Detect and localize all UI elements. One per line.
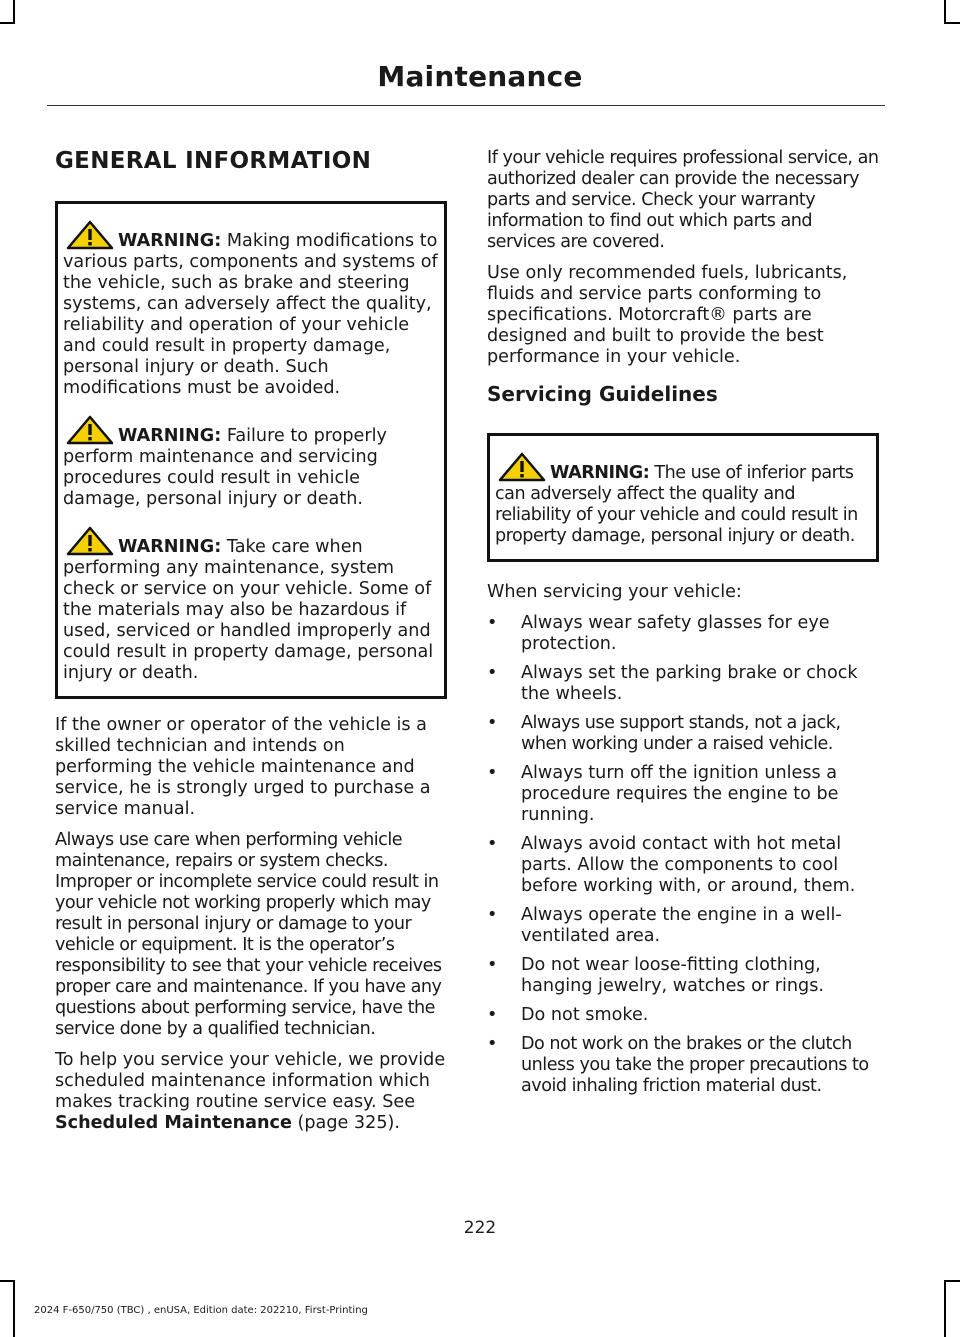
warning-text: Take care when performing any maintenance, system check or service on your vehicle. Some of the materials may also be hazardous if used, serviced or handled improperly and could result in property damage, personal injury or death. [63, 537, 434, 683]
warning-item [495, 452, 871, 547]
intro-text: When servicing your vehicle: [487, 582, 742, 602]
list-item: • Do not wear loose-fitting clothing, hanging jewelry, watches or rings. [487, 955, 824, 996]
warning-item [63, 526, 439, 684]
bullet-icon: • [487, 663, 498, 683]
warning-triangle-icon [66, 415, 114, 445]
cross-reference-link[interactable]: Scheduled Maintenance [55, 1113, 292, 1133]
page-reference: (page 325). [291, 1113, 400, 1133]
warning-label: WARNING: [118, 426, 222, 446]
paragraph-text: To help you service your vehicle, we provide scheduled maintenance information which makes tracking routine service easy. See [55, 1050, 446, 1112]
bullet-icon: • [487, 1005, 498, 1025]
subsection-heading: Servicing Guidelines [487, 382, 718, 406]
warning-label: WARNING: [550, 463, 650, 483]
crop-mark [0, 1280, 15, 1282]
warning-item [63, 415, 439, 510]
crop-mark [944, 22, 960, 24]
header-divider [47, 105, 885, 106]
crop-mark [944, 1280, 946, 1337]
list-item: • Always set the parking brake or chock the wheels. [487, 663, 858, 704]
crop-mark [0, 22, 15, 24]
section-heading: GENERAL INFORMATION [55, 148, 372, 174]
body-paragraph: Use only recommended fuels, lubricants, fluids and service parts conforming to specifications. Motorcraft® parts are designed and built to provide the best performance in your vehicle. [487, 263, 848, 367]
bullet-icon: • [487, 834, 498, 854]
body-paragraph: If the owner or operator of the vehicle is a skilled technician and intends on performing the vehicle maintenance and service, he is strongly urged to purchase a service manual. [55, 715, 431, 819]
bullet-icon: • [487, 713, 497, 733]
list-item: • Always avoid contact with hot metal parts. Allow the components to cool before working with, or around, them. [487, 834, 856, 896]
warning-item [63, 220, 439, 399]
list-item: • Always turn off the ignition unless a procedure requires the engine to be running. [487, 763, 839, 825]
body-paragraph [55, 1050, 447, 1134]
warning-triangle-icon [66, 526, 114, 556]
page-title: Maintenance [377, 60, 583, 93]
left-column [55, 148, 447, 1144]
warning-text: Failure to properly perform maintenance and servicing procedures could result in vehicle damage, personal injury or death. [63, 426, 387, 509]
warning-text: Making modifications to various parts, components and systems of the vehicle, such as brake and steering systems, can adversely affect the quality, reliability and operation of your vehicle and could result in property damage, personal injury or death. Such modifications must be avoided. [63, 231, 438, 398]
bullet-icon: • [487, 955, 498, 975]
bullet-icon: • [487, 905, 498, 925]
body-paragraph: Always use care when performing vehicle maintenance, repairs or system checks. Improper or incomplete service could result in your vehicle not working properly which may result in personal injury or damage to your vehicle or equipment. It is the operator’s responsibility to see that your vehicle receives proper care and maintenance. If you have any questions about performing service, have the service done by a qualified technician. [55, 830, 442, 1039]
crop-mark [13, 0, 15, 24]
bullet-icon: • [487, 1034, 497, 1054]
warning-box [487, 433, 879, 562]
warning-text: The use of inferior parts can adversely affect the quality and reliability of your vehicle and could result in property damage, personal injury or death. [495, 463, 858, 546]
crop-mark [13, 1280, 15, 1337]
bullet-icon: • [487, 613, 498, 633]
right-column [487, 148, 879, 1105]
list-item: • Always use support stands, not a jack, when working under a raised vehicle. [487, 713, 841, 754]
list-item: • Do not smoke. [487, 1005, 649, 1025]
list-item: • Always operate the engine in a well-ventilated area. [487, 905, 842, 946]
body-paragraph: If your vehicle requires professional service, an authorized dealer can provide the necessary parts and service. Check your warranty information to find out which parts and services are covered. [487, 148, 879, 252]
bullet-icon: • [487, 763, 498, 783]
warning-label: WARNING: [118, 231, 222, 251]
warning-label: WARNING: [118, 537, 222, 557]
warning-box [55, 201, 447, 699]
crop-mark [944, 0, 946, 24]
warning-triangle-icon [498, 452, 546, 482]
crop-mark [944, 1280, 960, 1282]
edition-footer: 2024 F-650/750 (TBC) , enUSA, Edition date: 202210, First-Printing [34, 1305, 368, 1316]
servicing-list [487, 613, 879, 1097]
page-number: 222 [463, 1218, 497, 1238]
warning-triangle-icon [66, 220, 114, 250]
list-item: • Always wear safety glasses for eye protection. [487, 613, 830, 654]
list-item: • Do not work on the brakes or the clutch unless you take the proper precautions to avoid inhaling friction material dust. [487, 1034, 869, 1096]
